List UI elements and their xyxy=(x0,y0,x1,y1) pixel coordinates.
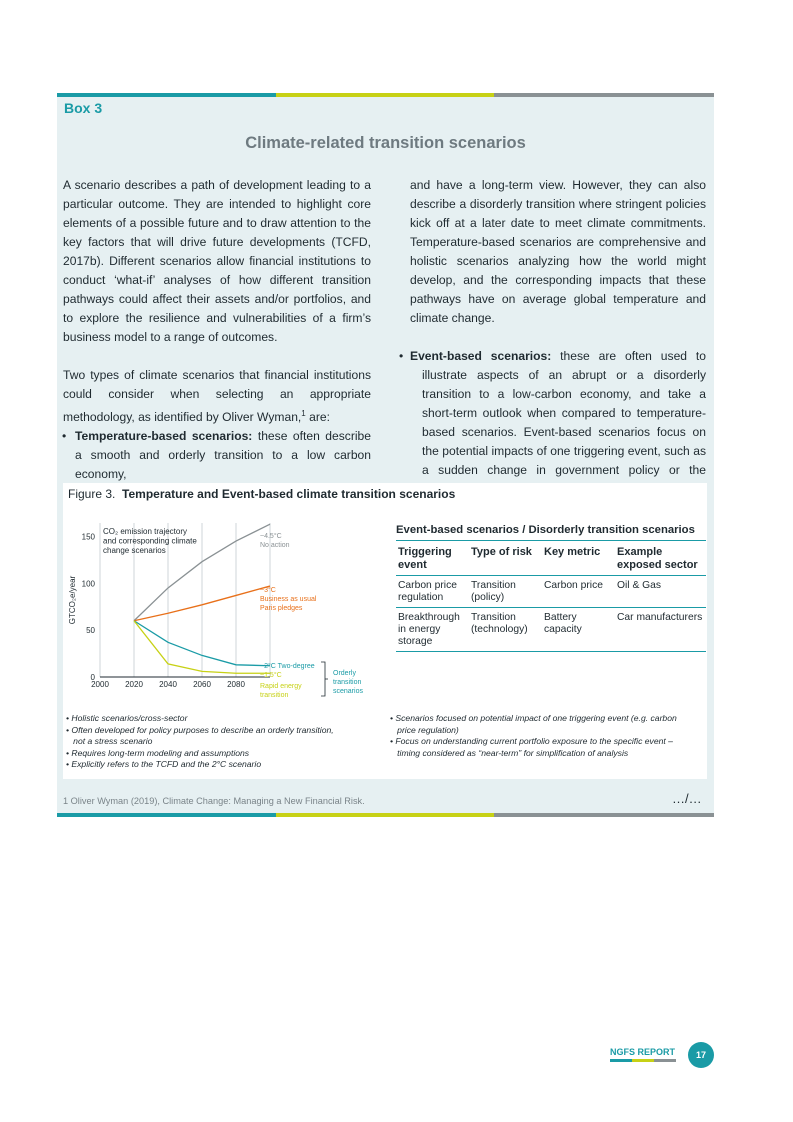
footer-stripe-teal xyxy=(610,1059,632,1062)
annotation-line: scenarios xyxy=(333,688,363,695)
event-based-table xyxy=(396,524,706,652)
footnote: 1 Oliver Wyman (2019), Climate Change: Managing a New Financial Risk. xyxy=(63,796,365,806)
table-cell: Oil & Gas xyxy=(615,576,706,608)
box-label: Box 3 xyxy=(64,100,103,116)
temperature-note-line: • Requires long-term modeling and assumptions xyxy=(66,747,250,758)
bottom-stripe-teal xyxy=(57,813,276,817)
continued-marker: …/… xyxy=(672,791,702,806)
event-notes xyxy=(390,713,700,759)
y-axis-label: GTCO₂e/year xyxy=(68,575,77,625)
scenario-table xyxy=(396,541,706,652)
table-row xyxy=(396,576,706,608)
right-column xyxy=(399,176,706,499)
footnote-ref[interactable]: 1 xyxy=(301,409,306,418)
table-title: Event-based scenarios / Disorderly transition scenarios xyxy=(396,524,706,541)
figure-title: Figure 3. Temperature and Event-based climate transition scenarios xyxy=(68,487,456,501)
x-tick-label: 2000 xyxy=(91,680,109,689)
y-tick-label: 0 xyxy=(90,673,95,682)
event-note-line: • Focus on understanding current portfolio exposure to the specific event – xyxy=(390,736,673,746)
temperature-note-line: • Holistic scenarios/cross-sector xyxy=(66,713,188,723)
event-note-line: price regulation) xyxy=(390,724,459,735)
x-tick-label: 2020 xyxy=(125,680,143,689)
annotation-bracket xyxy=(321,662,325,696)
bottom-stripe-grey xyxy=(494,813,714,817)
header-exposed-sector: Example exposed sector xyxy=(617,546,698,571)
bullet-temperature-based: • Temperature-based scenarios: these often describe a smooth and orderly transition to a low carbon economy, xyxy=(62,429,372,482)
y-tick-label: 50 xyxy=(86,626,95,636)
types-paragraph: Two types of climate scenarios that financial institutions could consider when selecting an appropriate methodology, as identified by Oliver Wyman,$^1$ are: xyxy=(63,368,371,425)
series-sublabel: No action xyxy=(260,542,290,549)
footer-brand: NGFS REPORT xyxy=(610,1047,676,1057)
footer-stripe-grey xyxy=(654,1059,676,1062)
box-title: Climate-related transition scenarios xyxy=(245,134,526,152)
bullet-dot: • xyxy=(399,349,404,363)
series-sublabel-line: Business as usual xyxy=(260,596,317,603)
series-label: ~4.5°C xyxy=(260,533,282,540)
table-cell: Car manufacturers xyxy=(615,608,706,652)
table-cell: Carbon price xyxy=(542,576,615,608)
x-tick-label: 2060 xyxy=(193,680,211,689)
x-tick-label: 2080 xyxy=(227,680,245,689)
left-column xyxy=(63,176,371,484)
series-label: ~2°C Two-degree xyxy=(260,663,315,670)
annotation-line: Orderly xyxy=(333,670,356,677)
table-row xyxy=(396,608,706,652)
x-tick-label: 2040 xyxy=(159,680,177,689)
series-label: ~3°C xyxy=(260,587,276,594)
table-cell: Carbon price regulation xyxy=(396,576,469,608)
continuation-paragraph: and have a long-term view. However, they can also describe a disorderly transition where stringent policies kick off at a later date to meet climate commitments. Temperature-based scenarios are comprehensive and holistic scenarios analyzing how the world might develop, and the corresponding impacts that these pathways have on average global temperature and climate change. xyxy=(410,178,706,325)
header-key-metric: Key metric xyxy=(544,546,601,558)
table-header-row xyxy=(396,541,706,576)
chart-title-line: CO₂ emission trajectory xyxy=(103,527,188,536)
top-stripe-grey xyxy=(494,93,714,97)
table-cell: Transition (technology) xyxy=(469,608,542,652)
table-cell: Breakthrough in energy storage xyxy=(396,608,469,652)
series-sublabel-line: Paris pledges xyxy=(260,605,303,612)
header-type-of-risk: Type of risk xyxy=(471,546,532,558)
bottom-stripe-lime xyxy=(276,813,494,817)
temperature-note-line: not a stress scenario xyxy=(66,736,153,746)
series-sublabel-line: Rapid energy xyxy=(260,683,302,690)
top-stripe-teal xyxy=(57,93,276,97)
intro-paragraph: A scenario describes a path of development leading to a particular outcome. They are intended to highlight core elements of a possible future and to draw attention to the key factors that will drive future developments (TCFD, 2017b). Different scenarios allow financial institutions to conduct ‘what-if’ analyses of how different transition pathways could affect their assets and/or portfolios, and to explore the resilience and vulnerabilities of a firm’s business model to a range of outcomes. xyxy=(63,178,371,344)
temperature-note-line: • Often developed for policy purposes to describe an orderly transition, xyxy=(66,724,334,735)
event-note-line: timing considered as “near-term” for simplification of analysis xyxy=(390,747,629,758)
y-tick-label: 100 xyxy=(81,579,95,589)
temperature-notes xyxy=(66,713,366,771)
chart-title-line: and corresponding climate xyxy=(103,536,197,546)
bullet-dot: • xyxy=(62,429,67,444)
top-stripe-lime xyxy=(276,93,494,97)
temperature-note-line: • Explicitly refers to the TCFD and the 2°C scenario xyxy=(66,759,262,769)
annotation-line: transition xyxy=(333,679,362,686)
header-triggering-event: Triggering event xyxy=(398,546,452,571)
table-cell: Transition (policy) xyxy=(469,576,542,608)
footer-stripe-lime xyxy=(632,1059,654,1062)
bullet-event-based: • Event-based scenarios: these are often used to illustrate aspects of an abrupt or a disorderly transition to a low-carbon economy, and take a short-term outlook when compared to temperature-based scenarios. Event-based scenarios focus on the potential impacts of one triggering event, such as a sudden change in government policy or the xyxy=(399,349,706,477)
event-note-line: • Scenarios focused on potential impact of one triggering event (e.g. carbon xyxy=(390,713,677,723)
series-label: ~1.5°C xyxy=(260,672,282,679)
chart-title-line: change scenarios xyxy=(103,546,166,555)
page-number: 17 xyxy=(688,1042,714,1068)
table-cell: Battery capacity xyxy=(542,608,615,652)
series-sublabel-line: transition xyxy=(260,692,289,699)
emission-trajectory-chart xyxy=(63,515,383,710)
y-tick-label: 150 xyxy=(81,532,95,542)
